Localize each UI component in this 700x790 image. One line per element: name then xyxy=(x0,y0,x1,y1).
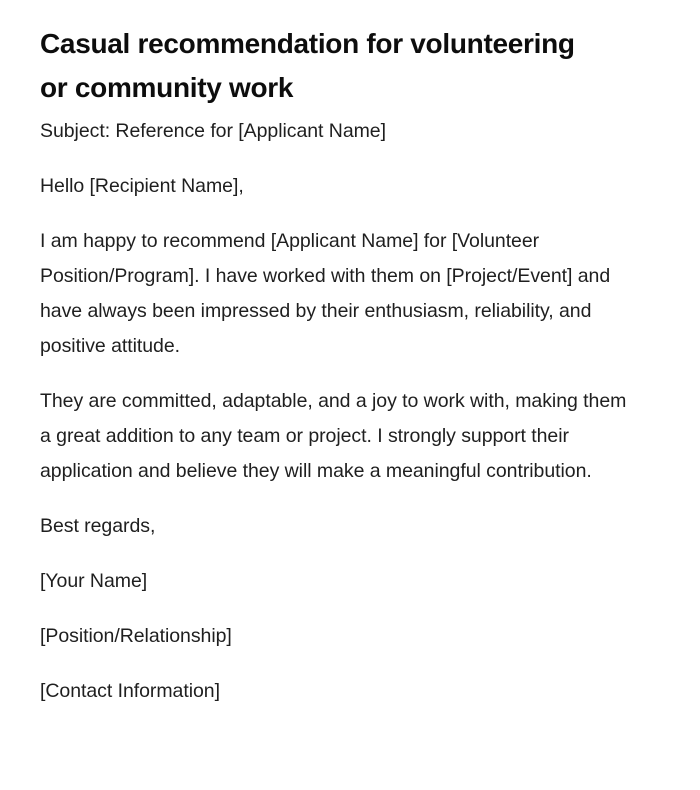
salutation: Hello [Recipient Name], xyxy=(40,175,244,197)
signature-contact: [Contact Information] xyxy=(40,680,220,702)
page-title: Casual recommendation for volunteering or community work xyxy=(40,28,575,103)
body-paragraph-1: I am happy to recommend [Applicant Name] for [Volunteer Position/Program]. I have worked with them on [Project/Event] and have always been impressed by their enthusiasm, reliability, and positive attitude. xyxy=(40,230,611,357)
subject-line: Subject: Reference for [Applicant Name] xyxy=(40,120,386,142)
body-paragraph-2: They are committed, adaptable, and a joy to work with, making them a great addition to any team or project. I strongly support their application and believe they will make a meaningful contribution. xyxy=(40,390,627,482)
signature-name: [Your Name] xyxy=(40,570,148,592)
closing: Best regards, xyxy=(40,515,156,537)
signature-position: [Position/Relationship] xyxy=(40,625,232,647)
